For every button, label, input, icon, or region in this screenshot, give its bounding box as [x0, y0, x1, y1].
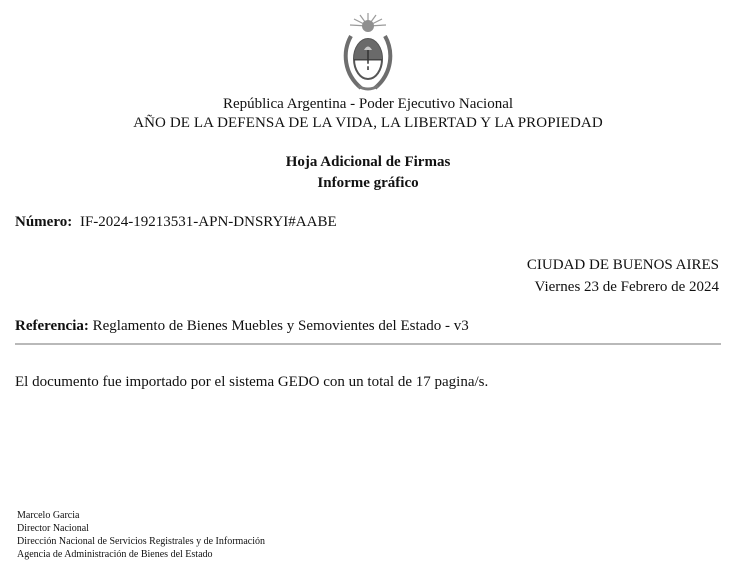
- body-text: El documento fue importado por el sistema GEDO con un total de 17 pagina/s.: [15, 374, 489, 390]
- signer-role: Director Nacional: [17, 523, 89, 534]
- reference-label: Referencia:: [15, 318, 89, 334]
- document-number-label: Número:: [15, 214, 73, 230]
- coat-of-arms-seal: [341, 12, 395, 94]
- signer-name: Marcelo Garcia: [17, 510, 80, 521]
- document-number-value: IF-2024-19213531-APN-DNSRYI#AABE: [79, 214, 337, 230]
- document-number: [15, 214, 337, 231]
- year-motto: AÑO DE LA DEFENSA DE LA VIDA, LA LIBERTAD Y LA PROPIEDAD: [133, 115, 603, 131]
- divider: [15, 343, 721, 345]
- reference-value: Reglamento de Bienes Muebles y Semovientes del Estado - v3: [92, 318, 469, 334]
- signer-agency: Agencia de Administración de Bienes del Estado: [17, 549, 213, 560]
- document-subtitle: Informe gráfico: [317, 175, 419, 191]
- reference: [15, 318, 469, 335]
- government-header: República Argentina - Poder Ejecutivo Nacional: [222, 96, 514, 112]
- city: CIUDAD DE BUENOS AIRES: [526, 257, 719, 273]
- signature-block: [17, 509, 265, 561]
- document-title: Hoja Adicional de Firmas: [285, 154, 451, 170]
- signer-unit: Dirección Nacional de Servicios Registrales y de Información: [17, 536, 265, 547]
- document-date: Viernes 23 de Febrero de 2024: [534, 279, 719, 295]
